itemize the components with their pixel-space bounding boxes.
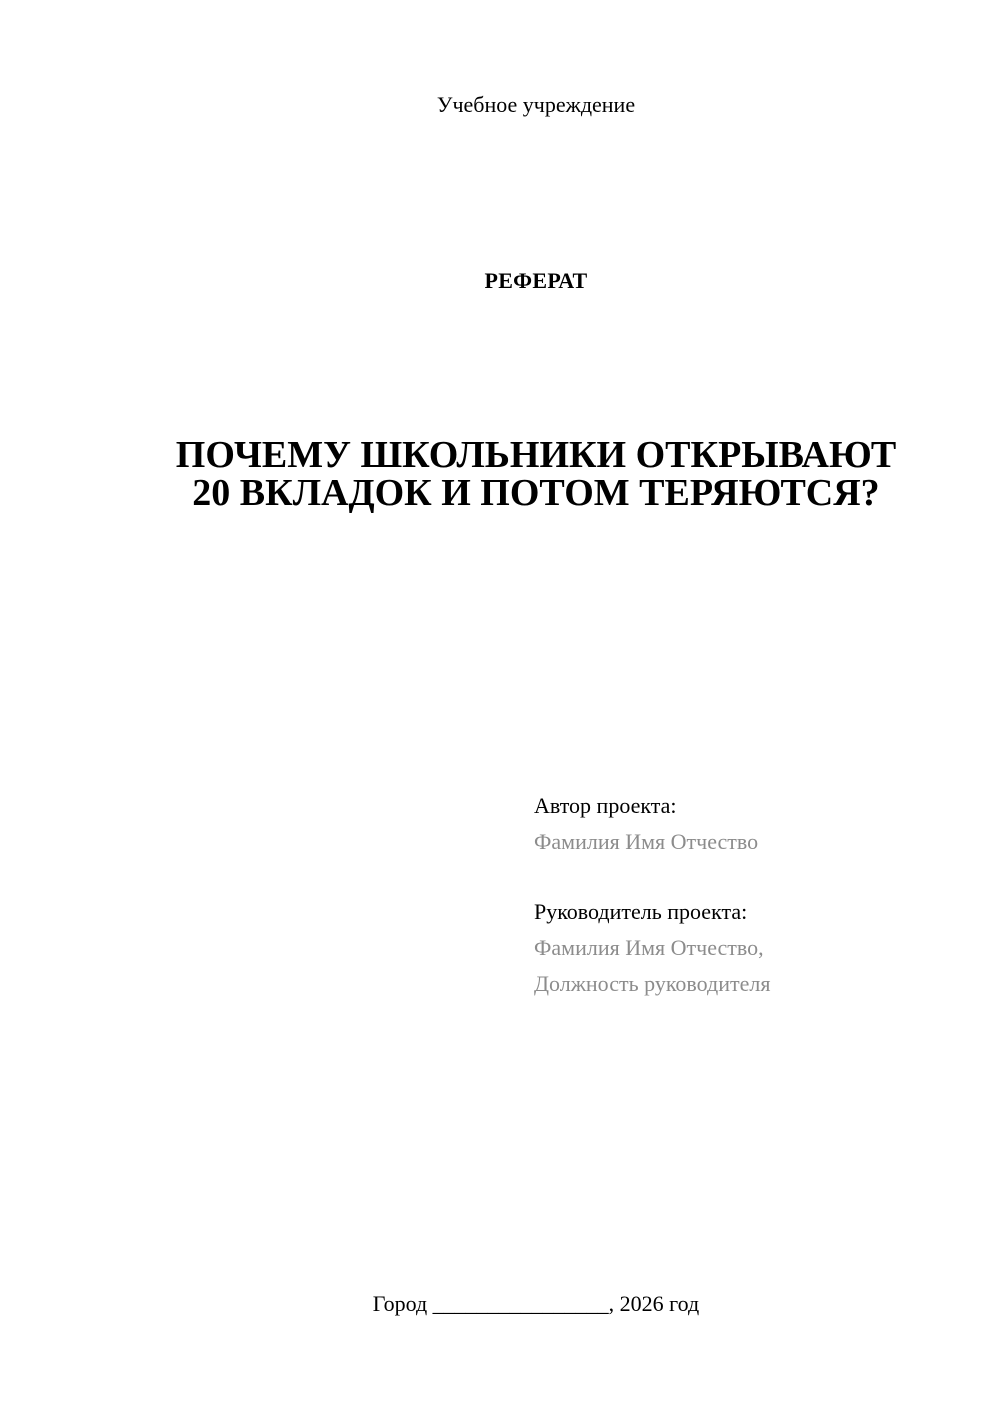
supervisor-position: Должность руководителя (534, 971, 771, 996)
supervisor-name: Фамилия Имя Отчество, (534, 935, 764, 960)
supervisor-label: Руководитель проекта: (534, 899, 748, 924)
title-line: 20 ВКЛАДОК И ПОТОМ ТЕРЯЮТСЯ? (192, 472, 880, 514)
title-line: ПОЧЕМУ ШКОЛЬНИКИ ОТКРЫВАЮТ (175, 434, 897, 476)
author-name: Фамилия Имя Отчество (534, 829, 759, 854)
credits-block (534, 788, 974, 1002)
city-year-footer: Город ________________, 2026 год (372, 1291, 700, 1316)
institution-name: Учебное учреждение (436, 92, 636, 117)
document-type: РЕФЕРАТ (484, 268, 588, 293)
credits-spacer (534, 860, 974, 894)
author-label: Автор проекта: (534, 793, 677, 818)
document-title (120, 436, 952, 512)
